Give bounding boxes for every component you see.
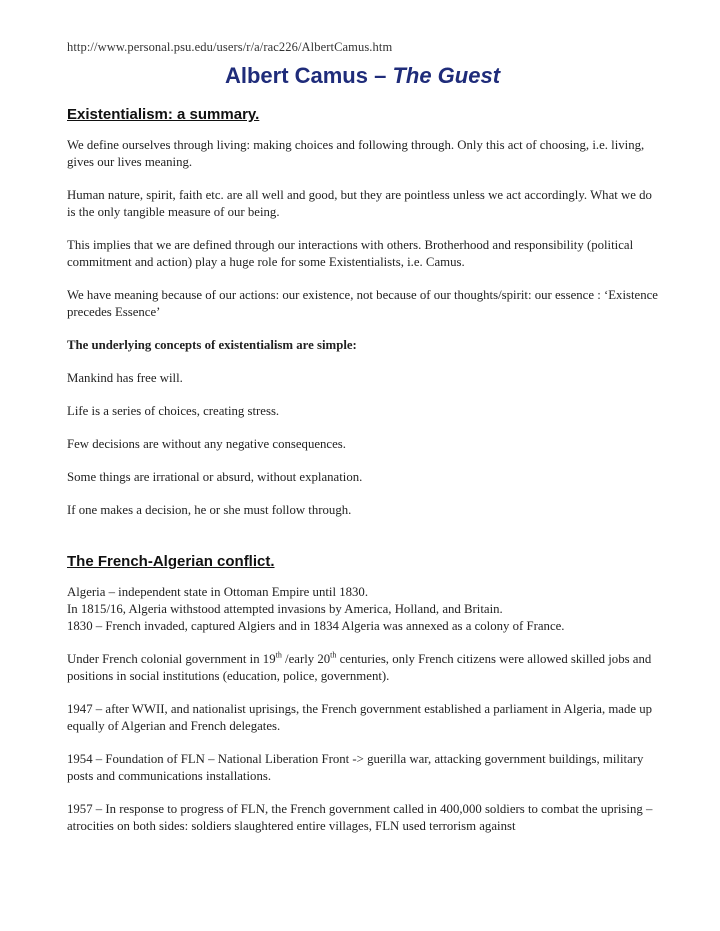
paragraph: Human nature, spirit, faith etc. are all well and good, but they are pointless unless we act accordingly. What we do is the only tangible measure of our being. bbox=[67, 188, 652, 219]
concept-item: Life is a series of choices, creating stress. bbox=[67, 404, 280, 418]
history-line: In 1815/16, Algeria withstood attempted invasions by America, Holland, and Britain. bbox=[67, 602, 503, 616]
section-heading-french-algerian: The French-Algerian conflict. bbox=[67, 553, 275, 570]
colonial-paragraph bbox=[67, 651, 658, 685]
title-italic: The Guest bbox=[392, 63, 501, 88]
page-title bbox=[67, 63, 658, 89]
colonial-text-c: centuries, only French citizens were allowed skilled jobs and positions in social institutions (education, police, government). bbox=[67, 652, 652, 683]
concept-item: If one makes a decision, he or she must follow through. bbox=[67, 503, 352, 517]
paragraph-1957: 1957 – In response to progress of FLN, the French government called in 400,000 soldiers to combat the uprising – atrocities on both sides: soldiers slaughtered entire villages, FLN used terrorism against bbox=[67, 802, 653, 833]
superscript-th: th bbox=[275, 650, 282, 660]
concept-item: Some things are irrational or absurd, without explanation. bbox=[67, 470, 363, 484]
history-line: Algeria – independent state in Ottoman Empire until 1830. bbox=[67, 585, 369, 599]
paragraph: We have meaning because of our actions: our existence, not because of our thoughts/spirit: our essence : ‘Existence precedes Essence’ bbox=[67, 288, 658, 319]
section-heading-existentialism: Existentialism: a summary. bbox=[67, 106, 260, 123]
colonial-text-b: /early 20 bbox=[281, 652, 331, 666]
superscript-th: th bbox=[330, 650, 337, 660]
paragraph-1954: 1954 – Foundation of FLN – National Liberation Front -> guerilla war, attacking government buildings, military posts and communications installations. bbox=[67, 752, 644, 783]
paragraph-1947: 1947 – after WWII, and nationalist uprisings, the French government established a parliament in Algeria, made up equally of Algerian and French delegates. bbox=[67, 702, 653, 733]
history-line: 1830 – French invaded, captured Algiers and in 1834 Algeria was annexed as a colony of France. bbox=[67, 619, 565, 633]
concept-item: Few decisions are without any negative consequences. bbox=[67, 437, 346, 451]
concept-item: Mankind has free will. bbox=[67, 371, 183, 385]
paragraph: We define ourselves through living: making choices and following through. Only this act of choosing, i.e. living, gives our lives meaning. bbox=[67, 138, 645, 169]
title-main: Albert Camus – bbox=[224, 63, 393, 88]
paragraph: This implies that we are defined through our interactions with others. Brotherhood and responsibility (political commitment and action) play a huge role for some Existentialists, i.e. Camus. bbox=[67, 238, 634, 269]
concepts-heading: The underlying concepts of existentialism are simple: bbox=[67, 338, 357, 352]
source-url: http://www.personal.psu.edu/users/r/a/rac226/AlbertCamus.htm bbox=[67, 40, 393, 54]
colonial-text-a: Under French colonial government in 19 bbox=[67, 652, 276, 666]
